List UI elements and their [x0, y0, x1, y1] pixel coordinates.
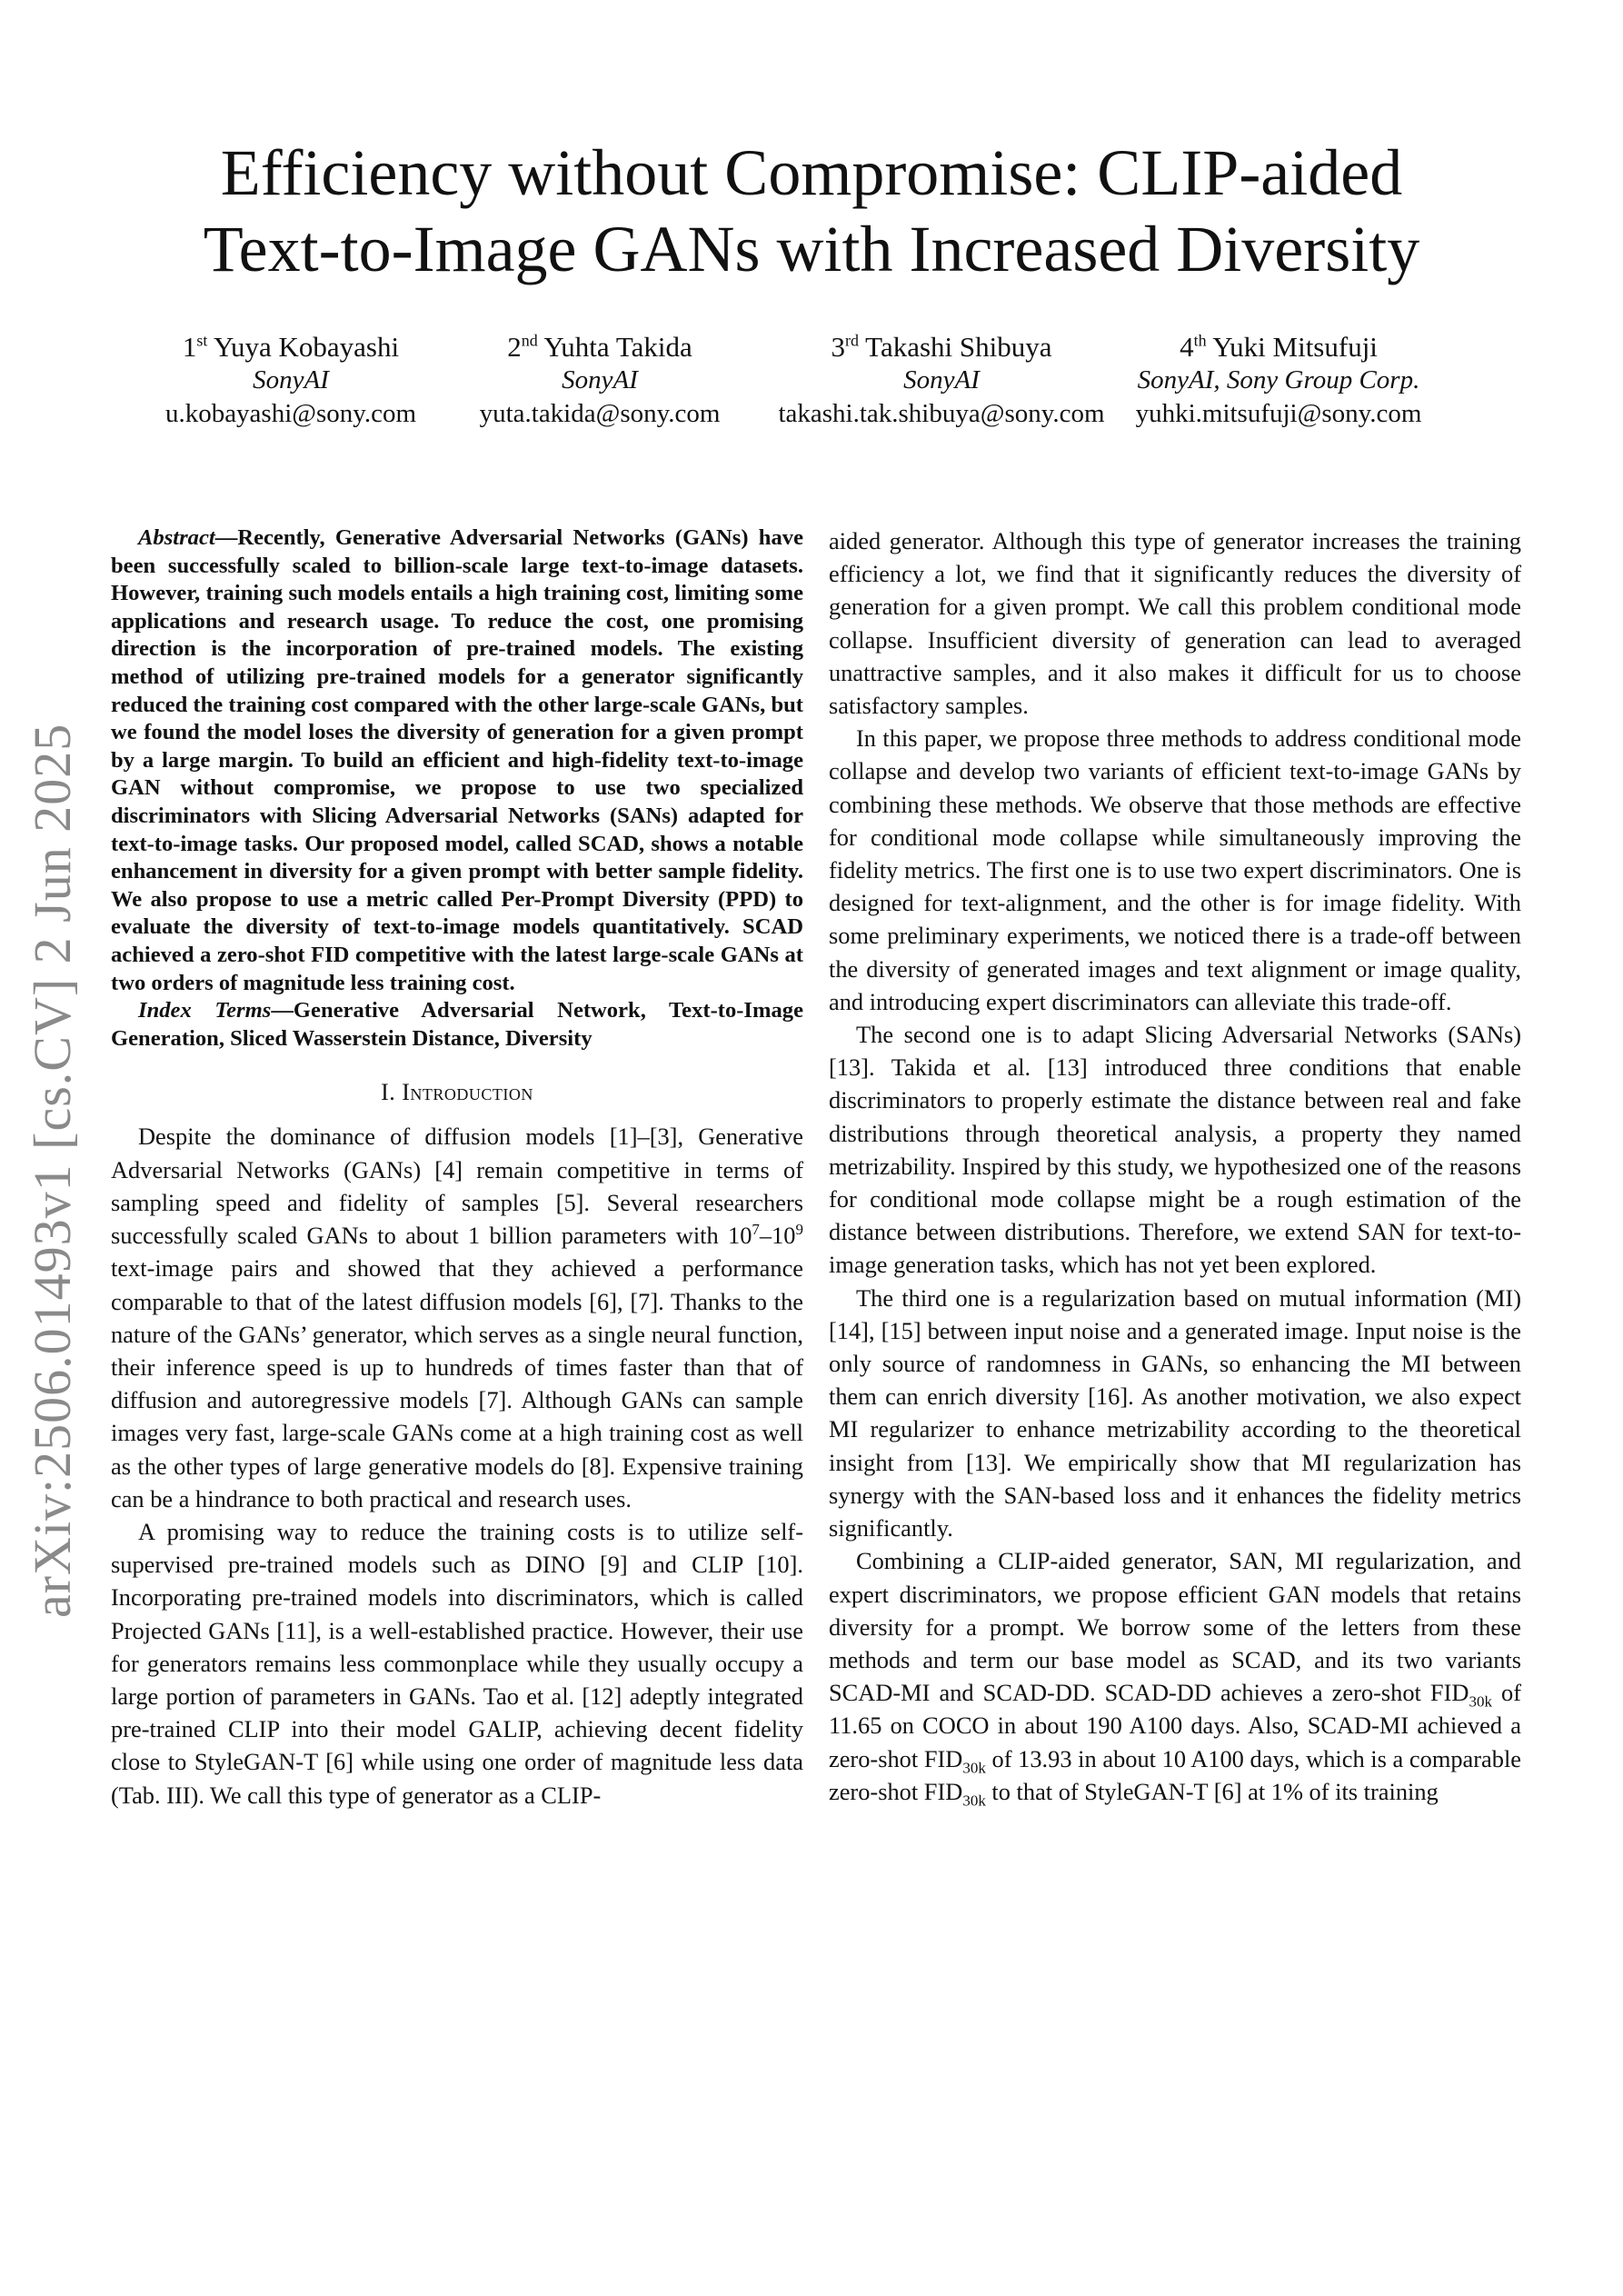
abstract-text: —Recently, Generative Adversarial Networks (GANs) have been successfully scaled to billion-scale large text-to-image datasets. However, training such models entails a high training cost, limiting some applications and research usage. To reduce the cost, one promising direction is the incorporation of pre-trained models. The existing method of utilizing pre-trained models for a generator significantly reduced the training cost compared with the other large-scale GANs, but we found the model loses the diversity of generation for a given prompt by a large margin. To build an efficient and high-fidelity text-to-image GAN without compromise, we propose to use two specialized discriminators with Slicing Adversarial Networks (SANs) adapted for text-to-image tasks. Our proposed model, called SCAD, shows a notable enhancement in diversity for a given prompt with better sample fidelity. We also propose to use a metric called Per-Prompt Diversity (PPD) to evaluate the diversity of text-to-image models quantitatively. SCAD achieved a zero-shot FID competitive with the latest large-scale GANs at two orders of magnitude less training cost. — [111, 525, 803, 995]
author-affiliation: SonyAI — [903, 365, 980, 394]
intro-paragraph-2: A promising way to reduce the training costs is to utilize self-supervised pre-trained models such as DINO [9] and CLIP [10]. Incorporating pre-trained models into discriminators, which is called Projected GANs [11], is a well-established practice. However, their use for generators remains less commonplace while they usually occupy a large portion of parameters in GANs. Tao et al. [12] adeptly integrated pre-trained CLIP into their model GALIP, achieving decent fidelity close to StyleGAN-T [6] while using one order of magnitude less data (Tab. III). We call this type of generator as a CLIP- — [111, 1517, 803, 1809]
right-column — [829, 524, 1521, 1808]
author-4: 4th Yuki Mitsufuji SonyAI, Sony Group Corp. yuhki.mitsufuji@sony.com — [1088, 330, 1469, 431]
index-terms-text: —Generative Adversarial Network, Text-to-Image Generation, Sliced Wasserstein Distance, Diversity — [111, 998, 803, 1051]
arxiv-stamp: arXiv:2506.01493v1 [cs.CV] 2 Jun 2025 — [23, 723, 82, 1618]
author-affiliation: SonyAI — [562, 365, 638, 394]
author-2: 2nd Yuhta Takida SonyAI yuta.takida@sony.com — [409, 330, 791, 431]
author-name: Yuhta Takida — [543, 331, 692, 363]
title-line-1: Efficiency without Compromise: CLIP-aided — [220, 136, 1403, 209]
author-email[interactable]: yuhki.mitsufuji@sony.com — [1135, 399, 1422, 428]
author-affiliation: SonyAI — [253, 365, 329, 394]
author-3: 3rd Takashi Shibuya SonyAI takashi.tak.shibuya@sony.com — [751, 330, 1132, 431]
author-email[interactable]: yuta.takida@sony.com — [479, 399, 721, 428]
index-terms — [111, 997, 803, 1053]
intro-paragraph-6: Combining a CLIP-aided generator, SAN, MI regularization, and expert discriminators, we propose efficient GAN models that retains diversity for a prompt. We borrow some of the letters from these methods and term our base model as SCAD, and its two variants SCAD-MI and SCAD-DD. SCAD-DD achieves a zero-shot $FID_{30k}$ of 11.65 on COCO in about 190 A100 days. Also, SCAD-MI achieved a zero-shot $FID_{30k}$ of 13.93 in about 10 A100 days, which is a comparable zero-shot $FID_{30k}$ to that of StyleGAN-T [6] at 1% of its training — [829, 1547, 1521, 1809]
intro-paragraph-4: The second one is to adapt Slicing Adversarial Networks (SANs) [13]. Takida et al. [13] introduced three conditions that enable discriminators to properly estimate the distance between real and fake distributions through theoretical analysis, a property they named metrizability. Inspired by this study, we hypothesized one of the reasons for conditional mode collapse might be a rough estimation of the distance between distributions. Therefore, we extend SAN for text-to-image generation tasks, which has not yet been explored. — [829, 1021, 1521, 1279]
author-1: 1st Yuya Kobayashi SonyAI u.kobayashi@sony.com — [100, 330, 482, 431]
index-terms-label: Index Terms — [138, 998, 272, 1023]
abstract-label: Abstract — [138, 525, 215, 550]
title-line-2: Text-to-Image GANs with Increased Diversity — [203, 213, 1420, 285]
author-affiliation: SonyAI, Sony Group Corp. — [1137, 365, 1420, 394]
intro-paragraph-3: In this paper, we propose three methods to address conditional mode collapse and develop two variants of efficient text-to-image GANs by combining these methods. We observe that those methods are effective for conditional mode collapse while simultaneously improving the fidelity metrics. The first one is to use two expert discriminators. One is designed for text-alignment, and the other is for image fidelity. With some preliminary experiments, we noticed there is a trade-off between the diversity of generated images and text alignment or image quality, and introducing expert discriminators can alleviate this trade-off. — [829, 724, 1521, 1015]
paper-title — [0, 135, 1623, 287]
author-name: Takashi Shibuya — [865, 331, 1052, 363]
author-email[interactable]: takashi.tak.shibuya@sony.com — [778, 399, 1105, 428]
intro-paragraph-1: Despite the dominance of diffusion models [1]–[3], Generative Adversarial Networks (GANs) [4] remain competitive in terms of sampling speed and fidelity of samples [5]. Several researchers successfully scaled GANs to about 1 billion parameters with $10^7-10^9$ text-image pairs and showed that they achieved a performance comparable to that of the latest diffusion models [6], [7]. Thanks to the nature of the GANs’ generator, which serves as a single neural function, their inference speed is up to hundreds of times faster than that of diffusion and autoregressive models [7]. Although GANs can sample images very fast, large-scale GANs come at a high training cost as well as the other types of large generative models do [8]. Expensive training can be a hindrance to both practical and research uses. — [111, 1123, 803, 1512]
section-heading: I. Introduction — [381, 1079, 533, 1106]
author-name: Yuki Mitsufuji — [1212, 331, 1378, 363]
left-column — [111, 524, 803, 1812]
author-email[interactable]: u.kobayashi@sony.com — [164, 399, 417, 428]
intro-paragraph-5: The third one is a regularization based on mutual information (MI) [14], [15] between input noise and a generated image. Input noise is the only source of randomness in GANs, so enhancing the MI between them can enrich diversity [16]. As another motivation, we also expect MI regularizer to enhance metrizability according to the theoretical insight from [13]. We empirically show that MI regularization has synergy with the SAN-based loss and it enhances the fidelity metrics significantly. — [829, 1283, 1521, 1542]
author-name: Yuya Kobayashi — [214, 331, 400, 363]
intro-paragraph-continued: aided generator. Although this type of generator increases the training efficiency a lot, we find that it significantly reduces the diversity of generation for a given prompt. We call this problem conditional mode collapse. Insufficient diversity of generation can lead to averaged unattractive samples, and it also makes it difficult for us to choose satisfactory samples. — [829, 527, 1521, 720]
abstract — [111, 524, 803, 997]
